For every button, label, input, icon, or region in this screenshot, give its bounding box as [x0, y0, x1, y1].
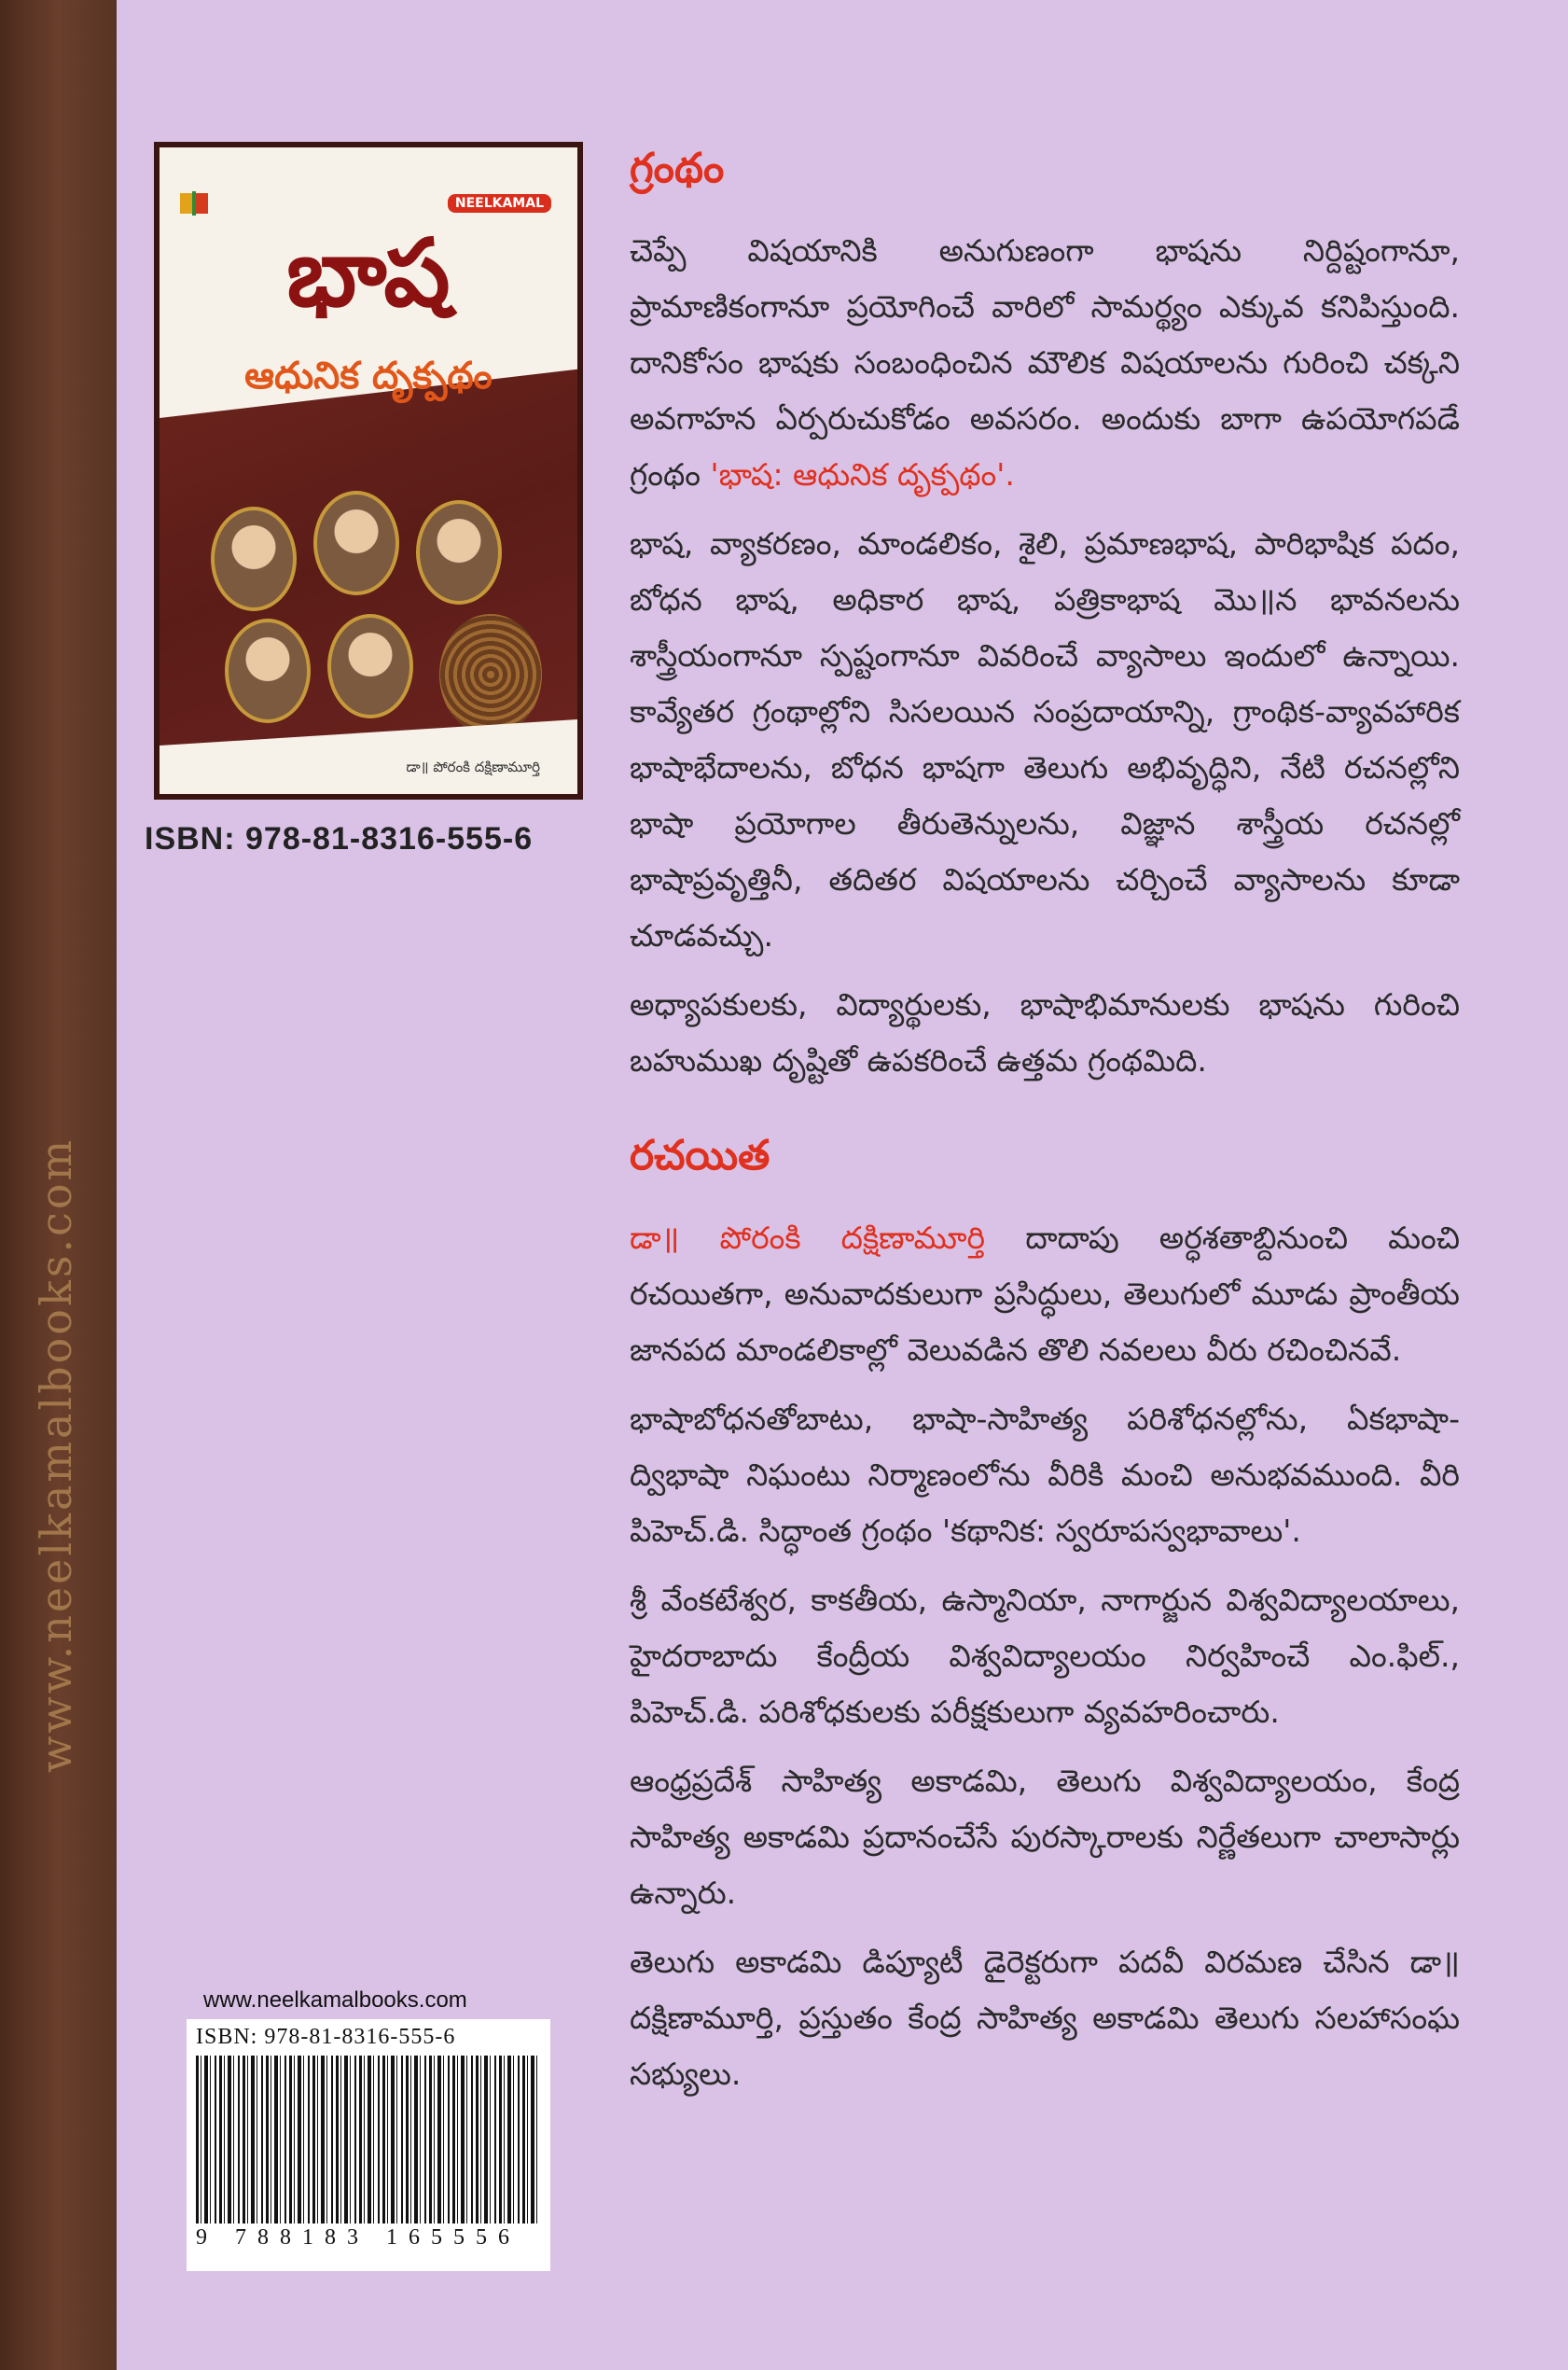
- publisher-badge: NEELKAMAL: [448, 194, 551, 213]
- back-cover: [117, 0, 1568, 2370]
- thumbnail-title: భాష: [286, 218, 451, 328]
- author-paragraph-3: శ్రీ వేంకటేశ్వర, కాకతీయ, ఉస్మానియా, నాగార్జున విశ్వవిద్యాలయాలు, హైదరాబాదు కేంద్రీయ విశ్వవిద్యాలయం నిర్వహించే ఎం.ఫిల్., పిహెచ్.డి. పరిశోధకులకు పరీక్షకులుగా వ్యవహరించారు.: [630, 1582, 1460, 1730]
- barcode-url: www.neelkamalbooks.com: [203, 1987, 467, 2013]
- book-section-heading: గ్రంథం: [630, 145, 725, 192]
- thumbnail-subtitle: ఆధునిక దృక్పథం: [244, 355, 493, 397]
- author-paragraph-5: తెలుగు అకాడమి డిప్యూటీ డైరెక్టరుగా పదవీ విరమణ చేసిన డా॥ దక్షిణామూర్తి, ప్రస్తుతం కేంద్ర సాహిత్య అకాడమి తెలుగు సలహాసంఘ సభ్యులు.: [630, 1944, 1460, 2092]
- author-paragraph-4: ఆంధ్రప్రదేశ్ సాహిత్య అకాడమి, తెలుగు విశ్వవిద్యాలయం, కేంద్ర సాహిత్య అకాడమి ప్రదానంచేసే పురస్కారాలకు నిర్ణేతలుగా చాలాసార్లు ఉన్నారు.: [630, 1763, 1460, 1911]
- book-paragraph-2: భాష, వ్యాకరణం, మాండలికం, శైలి, ప్రమాణభాష, పారిభాషిక పదం, బోధన భాష, అధికార భాష, పత్రికాభాష మొ॥న భావనలను శాస్త్రీయంగానూ స్పష్టంగానూ వివరించే వ్యాసాలు ఇందులో ఉన్నాయి. కావ్యేతర గ్రంథాల్లోని సిసలయిన సంప్రదాయాన్ని, గ్రాంథిక-వ్యావహారిక భాషాభేదాలను, బోధన భాషగా తెలుగు అభివృద్ధిని, నేటి రచనల్లోని భాషా ప్రయోగాల తీరుతెన్నులను, విజ్ఞాన శాస్త్రీయ రచనల్లో భాషాప్రవృత్తినీ, తదితర విషయాలను చర్చించే వ్యాసాలను కూడా చూడవచ్చు.: [630, 525, 1460, 954]
- thumbnail-author: డా॥ పోరంకి దక్షిణామూర్తి: [406, 759, 540, 775]
- barcode-isbn: ISBN: 978-81-8316-555-6: [196, 2025, 456, 2049]
- author-section-heading: రచయిత: [630, 1132, 770, 1179]
- portrait-3: [416, 500, 502, 605]
- author-paragraph-1: డా॥ పోరంకి దక్షిణామూర్తి దాదాపు అర్ధశతాబ్దినుంచి మంచి రచయితగా, అనువాదకులుగా ప్రసిద్ధులు, తెలుగులో మూడు ప్రాంతీయ జానపద మాండలికాల్లో వెలువడిన తొలి నవలలు వీరు రచించినవే.: [630, 1220, 1461, 1368]
- author-name-highlight: డా॥ పోరంకి దక్షిణామూర్తి: [630, 1220, 986, 1256]
- book-title-highlight: 'భాష: ఆధునిక దృక్పథం'.: [710, 456, 1015, 493]
- barcode-icon: [196, 2056, 541, 2224]
- book-paragraph-1: చెప్పే విషయానికి అనుగుణంగా భాషను నిర్దిష్టంగానూ, ప్రామాణికంగానూ ప్రయోగించే వారిలో సామర్థ్యం ఎక్కువ కనిపిస్తుంది. దానికోసం భాషకు సంబంధించిన మౌలిక విషయాలను గురించి చక్కని అవగాహన ఏర్పరుచుకోడం అవసరం. అందుకు బాగా ఉపయోగపడే గ్రంథం 'భాష: ఆధునిక దృక్పథం'.: [630, 232, 1460, 493]
- portrait-4: [225, 619, 311, 723]
- portrait-1: [211, 507, 297, 611]
- portrait-2: [313, 491, 399, 595]
- spine-website: www.neelkamalbooks.com: [31, 1136, 81, 1773]
- ornament: [439, 614, 542, 735]
- book-paragraph-3: అధ్యాపకులకు, విద్యార్థులకు, భాషాభిమానులకు భాషను గురించి బహుముఖ దృష్టితో ఉపకరించే ఉత్తమ గ్రంథమిది.: [630, 986, 1460, 1079]
- author-paragraph-2: భాషాబోధనతోబాటు, భాషా-సాహిత్య పరిశోధనల్లోను, ఏకభాషా-ద్విభాషా నిఘంటు నిర్మాణంలోను వీరికి మంచి అనుభవముంది. వీరి పిహెచ్.డి. సిద్ధాంత గ్రంథం 'కథానిక: స్వరూపస్వభావాలు'.: [630, 1401, 1460, 1549]
- front-cover-thumbnail: [154, 142, 583, 800]
- publisher-logo-icon: [178, 189, 210, 217]
- isbn-label: ISBN: 978-81-8316-555-6: [145, 821, 534, 857]
- portrait-5: [327, 614, 413, 718]
- book-spine: [0, 0, 117, 2370]
- blurb-column: [630, 145, 1460, 2115]
- barcode-digits: 9 788183 165556: [196, 2225, 520, 2250]
- barcode-block: [187, 1987, 583, 2267]
